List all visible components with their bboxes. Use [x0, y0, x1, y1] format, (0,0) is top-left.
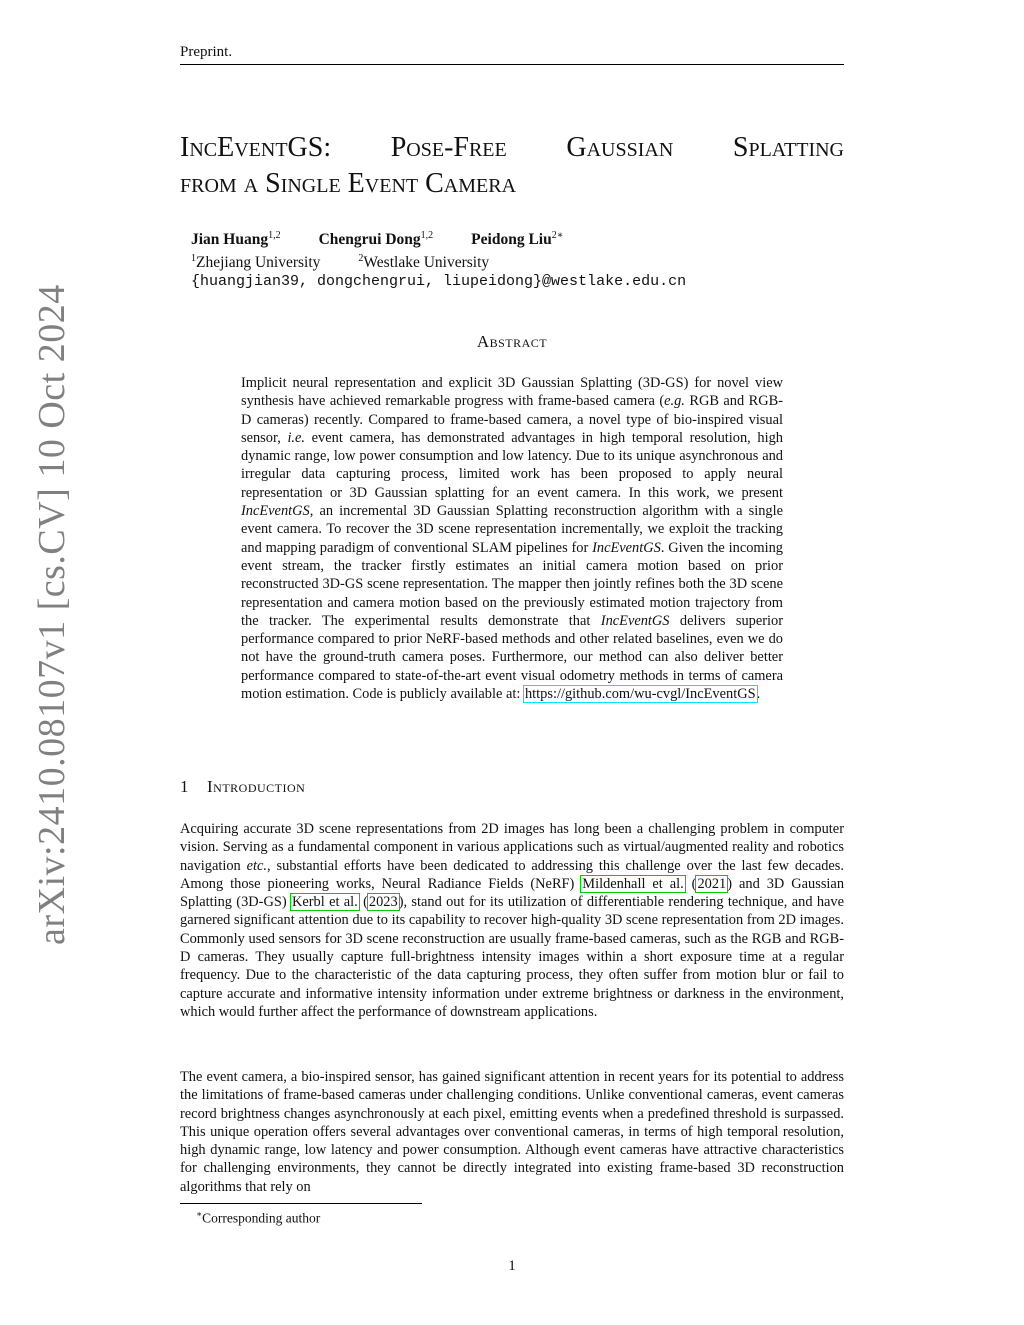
- title-word: Pose-Free: [390, 132, 507, 163]
- header-rule: [180, 64, 844, 65]
- title-word: Splatting: [732, 132, 844, 163]
- paper-title: [180, 130, 844, 202]
- affiliation: $^1$Zhejiang University: [191, 253, 321, 272]
- arxiv-stamp: arXiv:2410.08107v1 [cs.CV] 10 Oct 2024: [31, 284, 73, 945]
- footnote-rule: [180, 1203, 422, 1204]
- citation-kerbl-year[interactable]: 2023: [368, 894, 398, 911]
- intro-paragraph-1: Acquiring accurate 3D scene representations from 2D images has long been a challenging problem in computer vision. Serving as a fundamental component in various applications such as virtual/augmented reality and robotics navigation etc., substantial efforts have been dedicated to addressing this challenge over the last few decades. Among those pioneering works, Neural Radiance Fields (NeRF) Mildenhall et al. (2021) and 3D Gaussian Splatting (3D-GS) Kerbl et al. (2023), stand out for its utilization of differentiable rendering technique, and have garnered significant attention due to its capability to recover high-quality 3D scene representation from 2D images. Commonly used sensors for 3D scene reconstruction are usually frame-based cameras, such as the RGB and RGB-D cameras. They usually capture full-brightness intensity images within a short exposure time at a regular frequency. Due to the characteristic of the data capturing process, they often suffer from motion blur or fail to capture accurate and informative intensity information under extreme brightness or darkness in the environment, which would further affect the performance of downstream applications.: [180, 821, 845, 1020]
- author-block: [191, 226, 686, 291]
- title-word: IncEventGS:: [180, 132, 332, 163]
- section-number: 1: [180, 777, 189, 796]
- title-word: Gaussian: [566, 132, 674, 163]
- author-emails: {huangjian39, dongchengrui, liupeidong}@westlake.edu.cn: [191, 273, 687, 291]
- citation-mildenhall[interactable]: Mildenhall et al.: [582, 875, 684, 892]
- intro-paragraph-2: The event camera, a bio-inspired sensor, has gained significant attention in recent years for its potential to address the limitations of frame-based cameras under challenging conditions. Unlike conventional cameras, event cameras record brightness changes asynchronously at each pixel, emitting events when a predefined threshold is surpassed. This unique operation offers several advantages over conventional cameras, in terms of high temporal resolution, high dynamic range, low latency and power consumption. Although event cameras have attractive characteristics for challenging environments, they cannot be directly integrated into existing frame-based 3D reconstruction algorithms that rely on: [180, 1069, 844, 1195]
- citation-kerbl[interactable]: Kerbl et al.: [291, 894, 358, 911]
- author: Jian Huang$^{1,2}$: [191, 230, 281, 249]
- abstract-paragraph: Implicit neural representation and explicit 3D Gaussian Splatting (3D-GS) for novel view synthesis have achieved remarkable progress with frame-based camera (e.g. RGB and RGB-D cameras) recently. Compared to frame-based camera, a novel type of bio-inspired visual sensor, i.e. event camera, has demonstrated advantages in high temporal resolution, high dynamic range, low power consumption and low latency. Due to its unique asynchronous and irregular data capturing process, limited work has been proposed to apply neural representation or 3D Gaussian splatting for an event camera. In this work, we present IncEventGS, an incremental 3D Gaussian Splatting reconstruction algorithm with a single event camera. To recover the 3D scene representation incrementally, we exploit the tracking and mapping paradigm of conventional SLAM pipelines for IncEventGS. Given the incoming event stream, the tracker firstly estimates an initial camera motion based on prior reconstructed 3D-GS scene representation. The mapper then jointly refines both the 3D scene representation and camera motion based on the previously estimated motion trajectory from the tracker. The experimental results demonstrate that IncEventGS delivers superior performance compared to prior NeRF-based methods and other related baselines, even we do not have the ground-truth camera poses. Furthermore, our method can also deliver better performance compared to state-of-the-art event visual odometry methods in terms of camera motion estimation. Code is publicly available at: https://github.com/wu-cvgl/IncEventGS.: [241, 375, 784, 703]
- affiliations: [191, 249, 686, 272]
- citation-mildenhall-year[interactable]: 2021: [697, 875, 727, 892]
- author: Chengrui Dong$^{1,2}$: [318, 230, 434, 249]
- section-heading-introduction: [180, 777, 305, 797]
- author: Peidong Liu$^{2∗}$: [471, 230, 564, 249]
- title-line-2: from a Single Event Camera: [180, 168, 517, 199]
- affiliation: $^2$Westlake University: [358, 253, 490, 272]
- author-names: [191, 226, 686, 249]
- abstract-body: [241, 374, 783, 703]
- abstract-heading: Abstract: [476, 332, 548, 351]
- title-line-1: [180, 130, 844, 166]
- page-number: 1: [508, 1258, 516, 1274]
- footnote: ∗Corresponding author: [196, 1209, 321, 1226]
- running-header: Preprint.: [180, 44, 233, 60]
- section-title: Introduction: [207, 777, 306, 796]
- code-link[interactable]: https://github.com/wu-cvgl/IncEventGS: [524, 686, 756, 703]
